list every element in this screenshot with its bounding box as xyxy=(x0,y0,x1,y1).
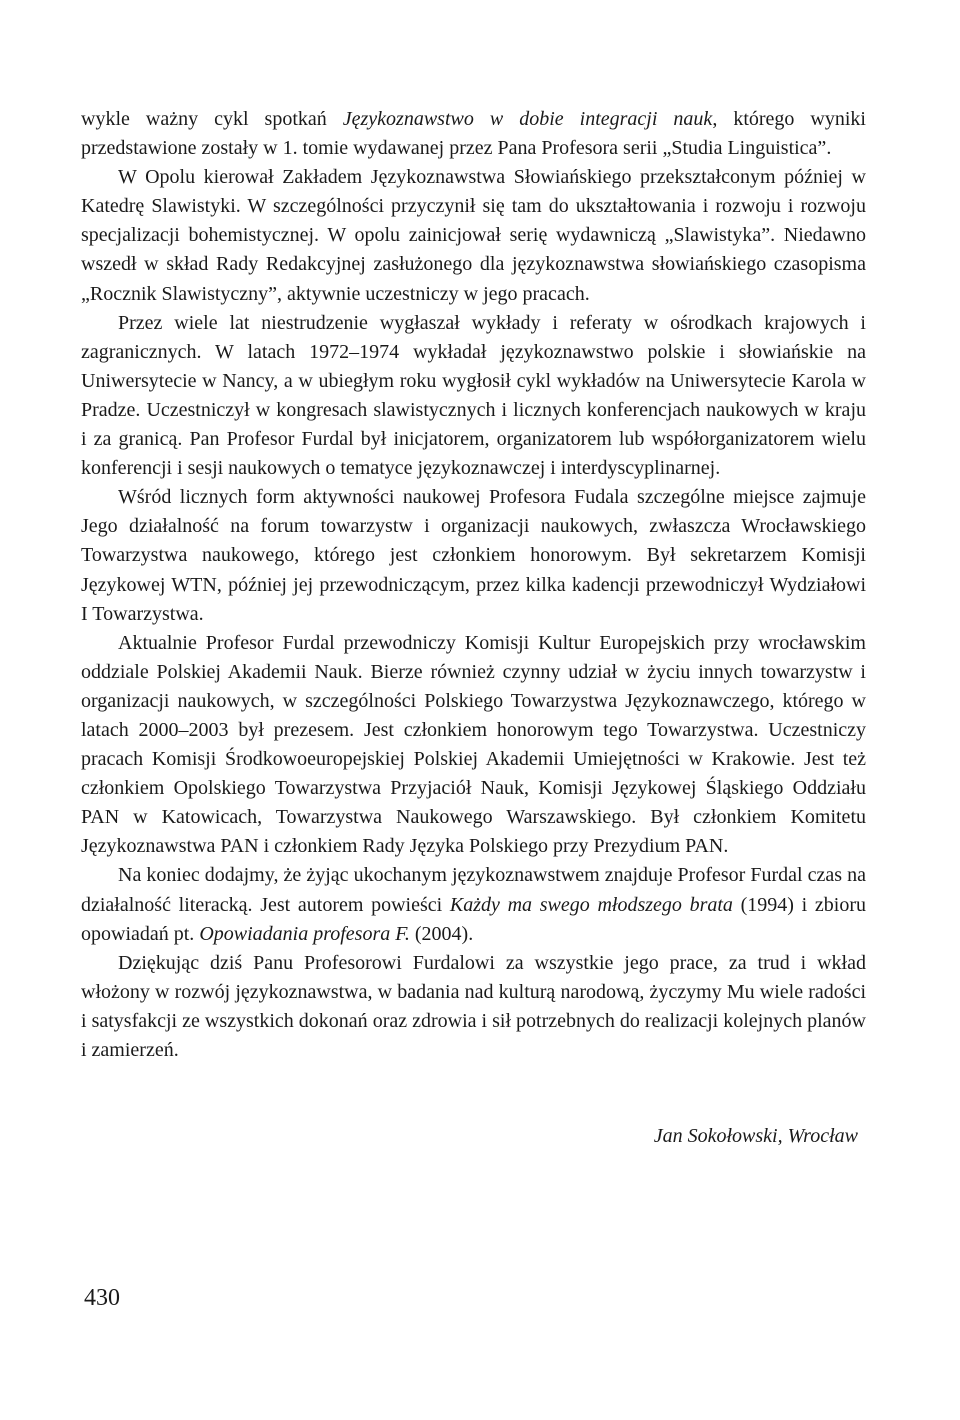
text-run: , którego wyniki przedstawione zostały w 1. tomie wydawanej przez Pana Profesora serii „Studia Linguistica”. xyxy=(81,108,866,160)
text-run: wykle ważny cykl spotkań xyxy=(81,108,343,130)
paragraph xyxy=(81,629,866,862)
text-run: W Opolu kierował Zakładem Językoznawstwa Słowiańskiego przekształconym później w Katedrę Slawistyki. W szczególności przyczynił się tam do ukształtowania i rozwoju i rozwoju specjalizacji bohemistycznej. W opolu zainicjował serię wydawniczą „Slawistyka”. Niedawno wszedł w skład Rady Redakcyjnej zasłużonego dla językoznawstwa słowiańskiego czasopisma „Rocznik Slawistyczny”, aktywnie uczestniczy w jego pracach. xyxy=(81,166,866,305)
paragraph xyxy=(81,309,866,484)
paragraph xyxy=(81,105,866,163)
text-run: (1994) i zbioru opowiadań pt. xyxy=(81,893,866,945)
page-number: 430 xyxy=(84,1285,120,1311)
italic-title: Opowiadania profesora F. xyxy=(199,922,410,945)
paragraph xyxy=(81,861,866,948)
italic-title: Każdy ma swego młodszego brata xyxy=(449,893,733,916)
author-signature: Jan Sokołowski, Wrocław xyxy=(653,1125,858,1147)
text-run: Przez wiele lat niestrudzenie wygłaszał wykłady i referaty w ośrodkach krajowych i zagranicznych. W latach 1972–1974 wykładał językoznawstwo polskie i słowiańskie na Uniwersytecie w Nancy, a w ubiegłym roku wygłosił cykl wykładów na Uniwersytecie Karola w Pradze. Uczestniczył w kongresach slawistycznych i licznych konferencjach naukowych w kraju i za granicą. Pan Profesor Furdal był inicjatorem, organizatorem lub współorganizatorem wielu konferencji i sesji naukowych o tematyce językoznawczej i interdyscyplinarnej. xyxy=(81,311,866,480)
text-run: Aktualnie Profesor Furdal przewodniczy Komisji Kultur Europejskich przy wrocławskim oddziale Polskiej Akademii Nauk. Bierze również czynny udział w życiu innych towarzystw i organizacji naukowych, w szczególności Polskiego Towarzystwa Językoznawczego, którego w latach 2000–2003 był prezesem. Jest członkiem honorowym tego Towarzystwa. Uczestniczy pracach Komisji Środkowoeuropejskiej Polskiej Akademii Umiejętności w Krakowie. Jest też członkiem Opolskiego Towarzystwa Przyjaciół Nauk, Komisji Językowej Śląskiego Oddziału PAN w Katowicach, Towarzystwa Naukowego Warszawskiego. Był członkiem Komitetu Językoznawstwa PAN i członkiem Rady Języka Polskiego przy Prezydium PAN. xyxy=(81,631,866,858)
text-run: (2004). xyxy=(409,922,474,945)
text-run: Na koniec dodajmy, że żyjąc ukochanym językoznawstwem znajduje Profesor Furdal czas na działalność literacką. Jest autorem powieści xyxy=(81,864,866,916)
text-run: Dziękując dziś Panu Profesorowi Furdalowi za wszystkie jego prace, za trud i wkład włożony w rozwój językoznawstwa, w badania nad kulturą narodową, życzymy Mu wiele radości i satysfakcji ze wszystkich dokonań oraz zdrowia i sił potrzebnych do realizacji kolejnych planów i zamierzeń. xyxy=(81,951,866,1061)
paragraph xyxy=(81,949,866,1065)
article-body xyxy=(81,105,866,1065)
paragraph xyxy=(81,163,866,308)
text-run: Wśród licznych form aktywności naukowej Profesora Fudala szczególne miejsce zajmuje Jego działalność na forum towarzystw i organizacji naukowych, zwłaszcza Wrocławskiego Towarzystwa naukowego, którego jest członkiem honorowym. Był sekretarzem Komisji Językowej WTN, później jej przewodniczącym, przez kilka kadencji przewodniczył Wydziałowi I Towarzystwa. xyxy=(81,486,866,625)
italic-title: Językoznawstwo w dobie integracji nauk xyxy=(342,108,713,130)
paragraph xyxy=(81,483,866,628)
